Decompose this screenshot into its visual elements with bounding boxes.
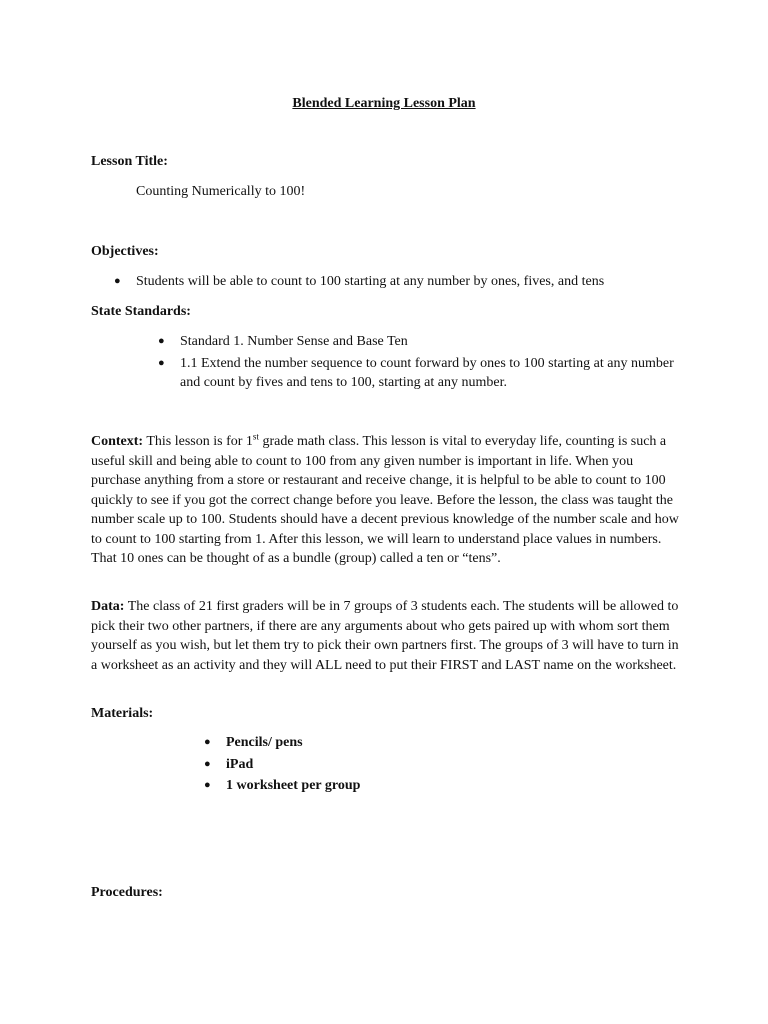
objectives-heading: Objectives: bbox=[91, 244, 159, 259]
list-item bbox=[204, 776, 626, 796]
data-label: Data: bbox=[91, 599, 125, 614]
document-title: Blended Learning Lesson Plan bbox=[292, 96, 476, 111]
bullet-icon: ● bbox=[204, 757, 211, 770]
context-paragraph bbox=[91, 432, 681, 569]
material-text: 1 worksheet per group bbox=[226, 778, 361, 793]
list-item bbox=[158, 332, 680, 352]
list-item bbox=[204, 733, 626, 753]
list-item bbox=[158, 354, 680, 393]
procedures-heading: Procedures: bbox=[91, 885, 163, 900]
list-item bbox=[204, 755, 626, 775]
objective-text: Students will be able to count to 100 starting at any number by ones, fives, and tens bbox=[136, 274, 605, 289]
context-text: grade math class. This lesson is vital to everyday life, counting is such a useful skill and being able to count to 100 from any given number is important in life. When you purchase anything from a store or restaurant and receive change, it is helpful to be able to count to 100 quickly to see if you got the correct change before you leave. Before the lesson, the class was taught the number scale up to 100. Students should have a decent previous knowledge of the number scale and how to count to 100 starting from 1. After this lesson, we will learn to understand place values in numbers. That 10 ones can be thought of as a bundle (group) called a ten or “tens”. bbox=[91, 434, 679, 566]
bullet-icon: ● bbox=[114, 275, 121, 287]
list-item bbox=[114, 272, 696, 292]
bullet-icon: ● bbox=[204, 736, 211, 748]
lesson-title-value: Counting Numerically to 100! bbox=[136, 184, 306, 199]
data-paragraph bbox=[91, 597, 681, 675]
context-label: Context: bbox=[91, 434, 144, 449]
standard-text: 1.1 Extend the number sequence to count forward by ones to 100 starting at any number and count by fives and tens to 100, starting at any number. bbox=[180, 355, 674, 390]
standards-list bbox=[158, 332, 680, 393]
material-text: Pencils/ pens bbox=[226, 735, 303, 750]
data-text: The class of 21 first graders will be in 7 groups of 3 students each. The students will be allowed to pick their two other partners, if there are any arguments about who gets paired up with whom sort them yourself as you wish, but let them try to pick their own partners first. The groups of 3 will have to turn in a worksheet as an activity and they will ALL need to put their FIRST and LAST name on the worksheet. bbox=[91, 599, 679, 673]
standards-heading: State Standards: bbox=[91, 304, 191, 319]
material-text: iPad bbox=[226, 756, 254, 772]
lesson-title-heading: Lesson Title: bbox=[91, 154, 168, 169]
ordinal-suffix: st bbox=[252, 431, 259, 442]
standard-text: Standard 1. Number Sense and Base Ten bbox=[180, 334, 408, 349]
materials-heading: Materials: bbox=[91, 706, 154, 721]
bullet-icon: ● bbox=[204, 779, 211, 791]
materials-list bbox=[204, 733, 626, 796]
context-pre: This lesson is for 1 bbox=[146, 434, 253, 449]
bullet-icon: ● bbox=[158, 356, 165, 369]
bullet-icon: ● bbox=[158, 335, 165, 347]
objectives-list bbox=[114, 272, 696, 292]
